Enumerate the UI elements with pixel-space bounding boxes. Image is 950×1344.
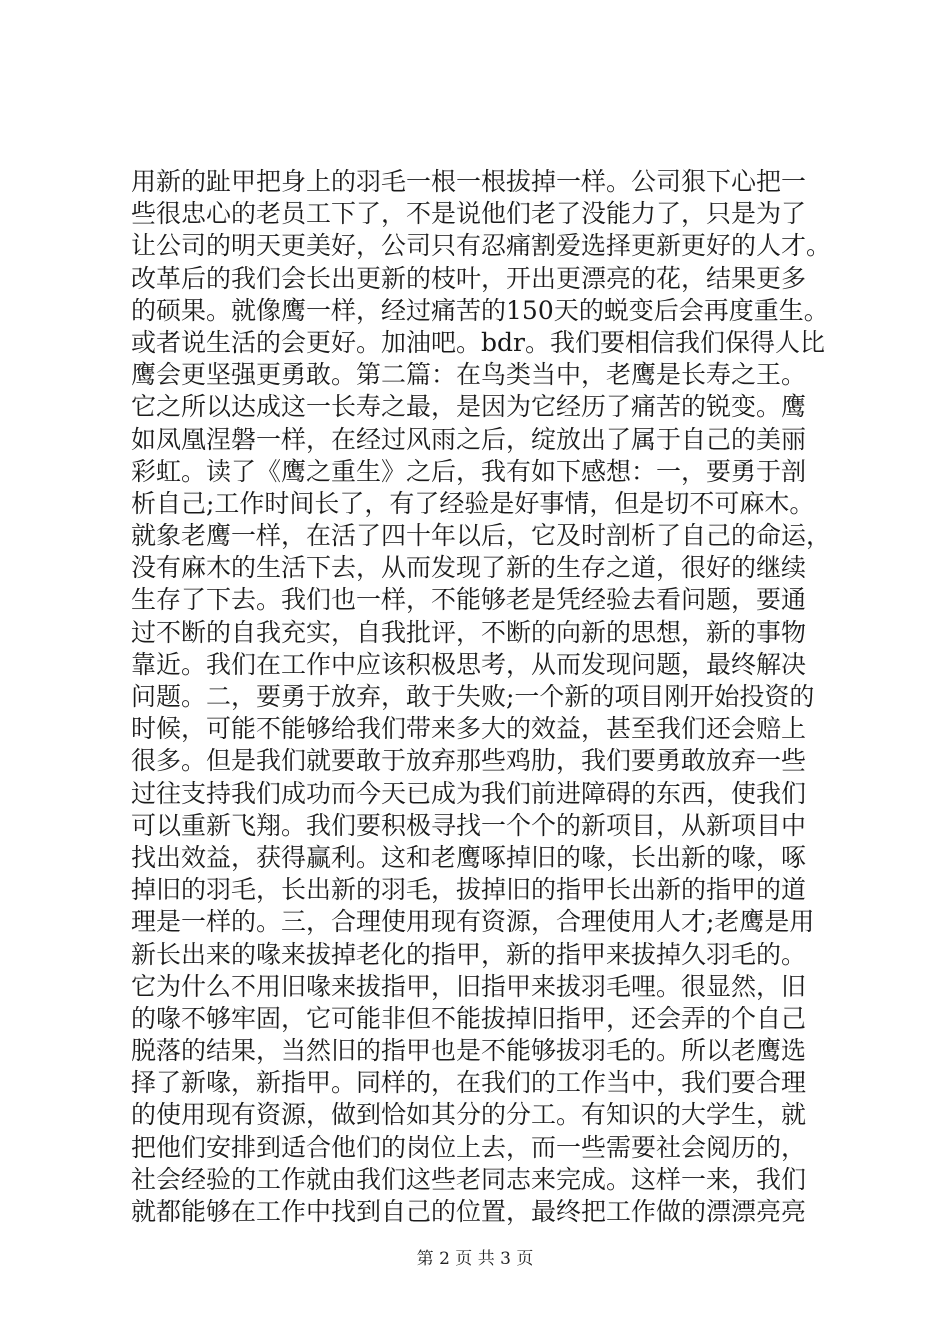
text-line: 问题。二，要勇于放弃，敢于失败;一个新的项目刚开始投资的 bbox=[131, 682, 815, 711]
text-line: 生存了下去。我们也一样，不能够老是凭经验去看问题，要通 bbox=[131, 585, 807, 615]
text-line: 过不断的自我充实，自我批评，不断的向新的思想，新的事物 bbox=[131, 617, 807, 647]
text-line: 脱落的结果，当然旧的指甲也是不能够拔羽毛的。所以老鹰选 bbox=[131, 1036, 807, 1066]
text-line: 的喙不够牢固，它可能非但不能拔掉旧指甲，还会弄的个自己 bbox=[131, 1003, 807, 1033]
text-line: 让公司的明天更美好，公司只有忍痛割爱选择更新更好的人才。 bbox=[131, 231, 832, 261]
text-line: 没有麻木的生活下去，从而发现了新的生存之道，很好的继续 bbox=[131, 553, 807, 583]
text-line: 它之所以达成这一长寿之最，是因为它经历了痛苦的锐变。鹰 bbox=[131, 392, 807, 422]
text-line: 的使用现有资源，做到恰如其分的分工。有知识的大学生，就 bbox=[131, 1100, 807, 1130]
text-line: 些很忠心的老员工下了，不是说他们老了没能力了，只是为了 bbox=[131, 199, 807, 229]
text-line: 它为什么不用旧喙来拔指甲，旧指甲来拔羽毛哩。很显然，旧 bbox=[131, 971, 807, 1001]
text-line: 鹰会更坚强更勇敢。第二篇：在鸟类当中，老鹰是长寿之王。 bbox=[131, 360, 807, 390]
text-line: 把他们安排到适合他们的岗位上去，而一些需要社会阅历的， bbox=[131, 1132, 807, 1162]
text-line: 的硕果。就像鹰一样，经过痛苦的150天的蜕变后会再度重生。 bbox=[131, 295, 829, 325]
text-line: 新长出来的喙来拔掉老化的指甲，新的指甲来拔掉久羽毛的。 bbox=[131, 939, 807, 969]
text-line: 可以重新飞翔。我们要积极寻找一个个的新项目，从新项目中 bbox=[131, 810, 807, 840]
text-line: 很多。但是我们就要敢于放弃那些鸡肋，我们要勇敢放弃一些 bbox=[131, 746, 807, 776]
text-line: 析自己;工作时间长了，有了经验是好事情，但是切不可麻木。 bbox=[131, 488, 815, 518]
text-line: 就都能够在工作中找到自己的位置，最终把工作做的漂漂亮亮 bbox=[131, 1197, 807, 1226]
page-footer: 第 2 页 共 3 页 bbox=[416, 1249, 534, 1269]
text-line: 用新的趾甲把身上的羽毛一根一根拔掉一样。公司狠下心把一 bbox=[131, 167, 807, 196]
text-line: 找出效益，获得赢利。这和老鹰啄掉旧的喙，长出新的喙，啄 bbox=[131, 842, 807, 872]
text-line: 彩虹。读了《鹰之重生》之后，我有如下感想：一，要勇于剖 bbox=[131, 456, 807, 486]
text-line: 改革后的我们会长出更新的枝叶，开出更漂亮的花，结果更多 bbox=[131, 263, 807, 293]
text-line: 时候，可能不能够给我们带来多大的效益，甚至我们还会赔上 bbox=[131, 714, 807, 744]
text-line: 掉旧的羽毛，长出新的羽毛，拔掉旧的指甲长出新的指甲的道 bbox=[131, 875, 807, 905]
text-line: 择了新喙，新指甲。同样的，在我们的工作当中，我们要合理 bbox=[131, 1068, 807, 1098]
body-text bbox=[131, 166, 851, 1228]
text-line: 或者说生活的会更好。加油吧。bdr。我们要相信我们保得人比 bbox=[131, 327, 825, 357]
text-line: 就象老鹰一样，在活了四十年以后，它及时剖析了自己的命运， bbox=[131, 521, 832, 551]
text-line: 过往支持我们成功而今天已成为我们前进障碍的东西，使我们 bbox=[131, 778, 807, 808]
text-line: 靠近。我们在工作中应该积极思考，从而发现问题，最终解决 bbox=[131, 649, 807, 679]
text-line: 理是一样的。三，合理使用现有资源，合理使用人才;老鹰是用 bbox=[131, 907, 815, 937]
text-line: 社会经验的工作就由我们这些老同志来完成。这样一来，我们 bbox=[131, 1164, 807, 1194]
text-line: 如凤凰涅磐一样，在经过风雨之后，绽放出了属于自己的美丽 bbox=[131, 424, 807, 454]
